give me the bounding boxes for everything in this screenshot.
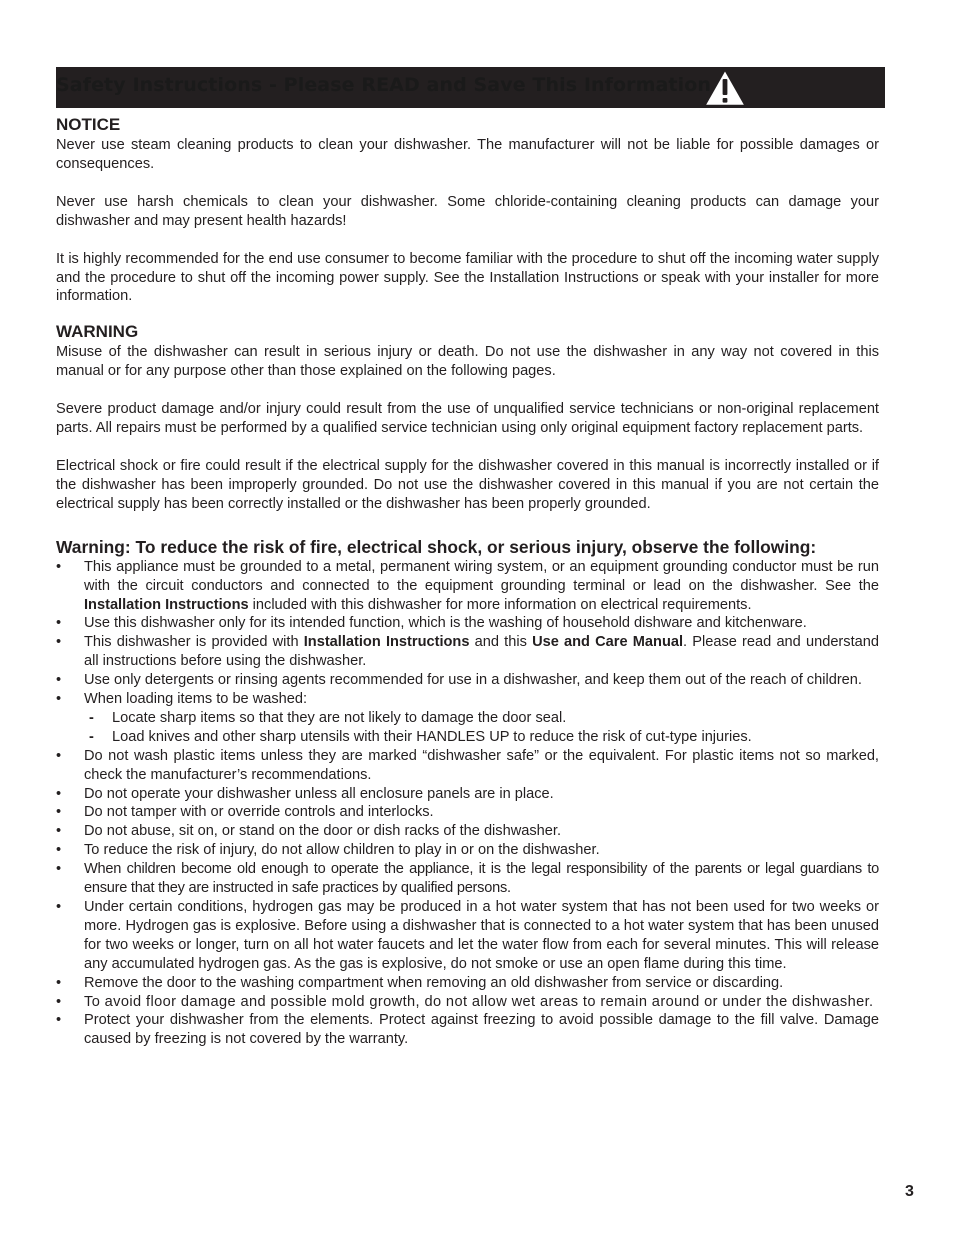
warning-paragraph: Severe product damage and/or injury could result from the use of unqualified service technicians or non-original replacement parts. All repairs must be performed by a qualified service technician using only original equipment factory replacement parts. (56, 401, 879, 437)
list-item: • Under certain conditions, hydrogen gas may be produced in a hot water system that has not been used for two weeks or more. Hydrogen gas is explosive. Before using a dishwasher that is connected to a hot water system that has been unused for two weeks or longer, turn on all hot water faucets and let the water flow from each for several minutes. This will release any accumulated hydrogen gas. As the gas is explosive, do not smoke or use an open flame during this time. (56, 898, 879, 974)
list-item: • This dishwasher is provided with Installation Instructions and this Use and Care Manual. Please read and understand all instructions before using the dishwasher. (56, 633, 879, 671)
list-item: • Use only detergents or rinsing agents recommended for use in a dishwasher, and keep them out of the reach of children. (56, 671, 879, 690)
list-item: • This appliance must be grounded to a metal, permanent wiring system, or an equipment grounding conductor must be run with the circuit conductors and connected to the equipment grounding terminal or lead on the dishwasher. See the Installation Instructions included with this dishwasher for more information on electrical requirements. (56, 558, 879, 615)
sub-list-item: - Load knives and other sharp utensils with their HANDLES UP to reduce the risk of cut-type injuries. (84, 728, 879, 747)
list-item: • When children become old enough to operate the appliance, it is the legal responsibility of the parents or legal guardians to ensure that they are instructed in safe practices by qualified persons. (56, 860, 879, 898)
safety-list (56, 558, 879, 1050)
page-number: 3 (905, 1183, 914, 1200)
list-item: • Use this dishwasher only for its intended function, which is the washing of household dishware and kitchenware. (56, 614, 879, 633)
list-item: • Do not operate your dishwasher unless all enclosure panels are in place. (56, 785, 879, 804)
list-item: • When loading items to be washed: - Locate sharp items so that they are not likely to damage the door seal. - Load knives and other sharp utensils with their HANDLES UP to reduce the risk of cut-type injuries. (56, 690, 879, 747)
list-item: • To reduce the risk of injury, do not allow children to play in or on the dishwasher. (56, 841, 879, 860)
banner-title: Safety Instructions - Please READ and Save This Information (56, 74, 711, 96)
page-content (56, 114, 879, 1049)
notice-paragraph: Never use harsh chemicals to clean your dishwasher. Some chloride-containing cleaning products can damage your dishwasher and may present health hazards! (56, 193, 879, 229)
list-item: • Do not abuse, sit on, or stand on the door or dish racks of the dishwasher. (56, 822, 879, 841)
list-item: • Protect your dishwasher from the elements. Protect against freezing to avoid possible damage to the fill valve. Damage caused by freezing is not covered by the warranty. (56, 1011, 879, 1049)
loading-sublist (84, 709, 879, 747)
sub-list-item: - Locate sharp items so that they are not likely to damage the door seal. (84, 709, 879, 728)
list-item: • To avoid floor damage and possible mold growth, do not allow wet areas to remain around or under the dishwasher. (56, 993, 879, 1012)
warning-paragraph: Misuse of the dishwasher can result in serious injury or death. Do not use the dishwasher in any way not covered in this manual or for any purpose other than those explained on the following pages. (56, 344, 879, 380)
warning-triangle-icon (702, 67, 748, 108)
warning-heading: WARNING (56, 322, 139, 342)
notice-heading: NOTICE (56, 115, 121, 134)
section-banner (56, 67, 885, 108)
notice-paragraph: Never use steam cleaning products to clean your dishwasher. The manufacturer will not be liable for possible damages or consequences. (56, 137, 879, 172)
list-item: • Do not wash plastic items unless they are marked “dishwasher safe” or the equivalent. For plastic items not so marked, check the manufacturer’s recommendations. (56, 747, 879, 785)
list-item: • Do not tamper with or override controls and interlocks. (56, 803, 879, 822)
list-item: • Remove the door to the washing compartment when removing an old dishwasher from service or discarding. (56, 974, 879, 993)
warning-paragraph: Electrical shock or fire could result if the electrical supply for the dishwasher covered in this manual is incorrectly installed or if the dishwasher has been improperly grounded. Do not use the dishwasher covered in this manual if you are not certain the electrical supply has been correctly installed or the dishwasher has been properly grounded. (56, 457, 879, 512)
notice-paragraph: It is highly recommended for the end use consumer to become familiar with the procedure to shut off the incoming water supply and the procedure to shut off the incoming power supply. See the Installation Instructions or speak with your installer for more information. (56, 250, 879, 305)
observe-heading: Warning: To reduce the risk of fire, electrical shock, or serious injury, observe the following: (56, 536, 817, 557)
